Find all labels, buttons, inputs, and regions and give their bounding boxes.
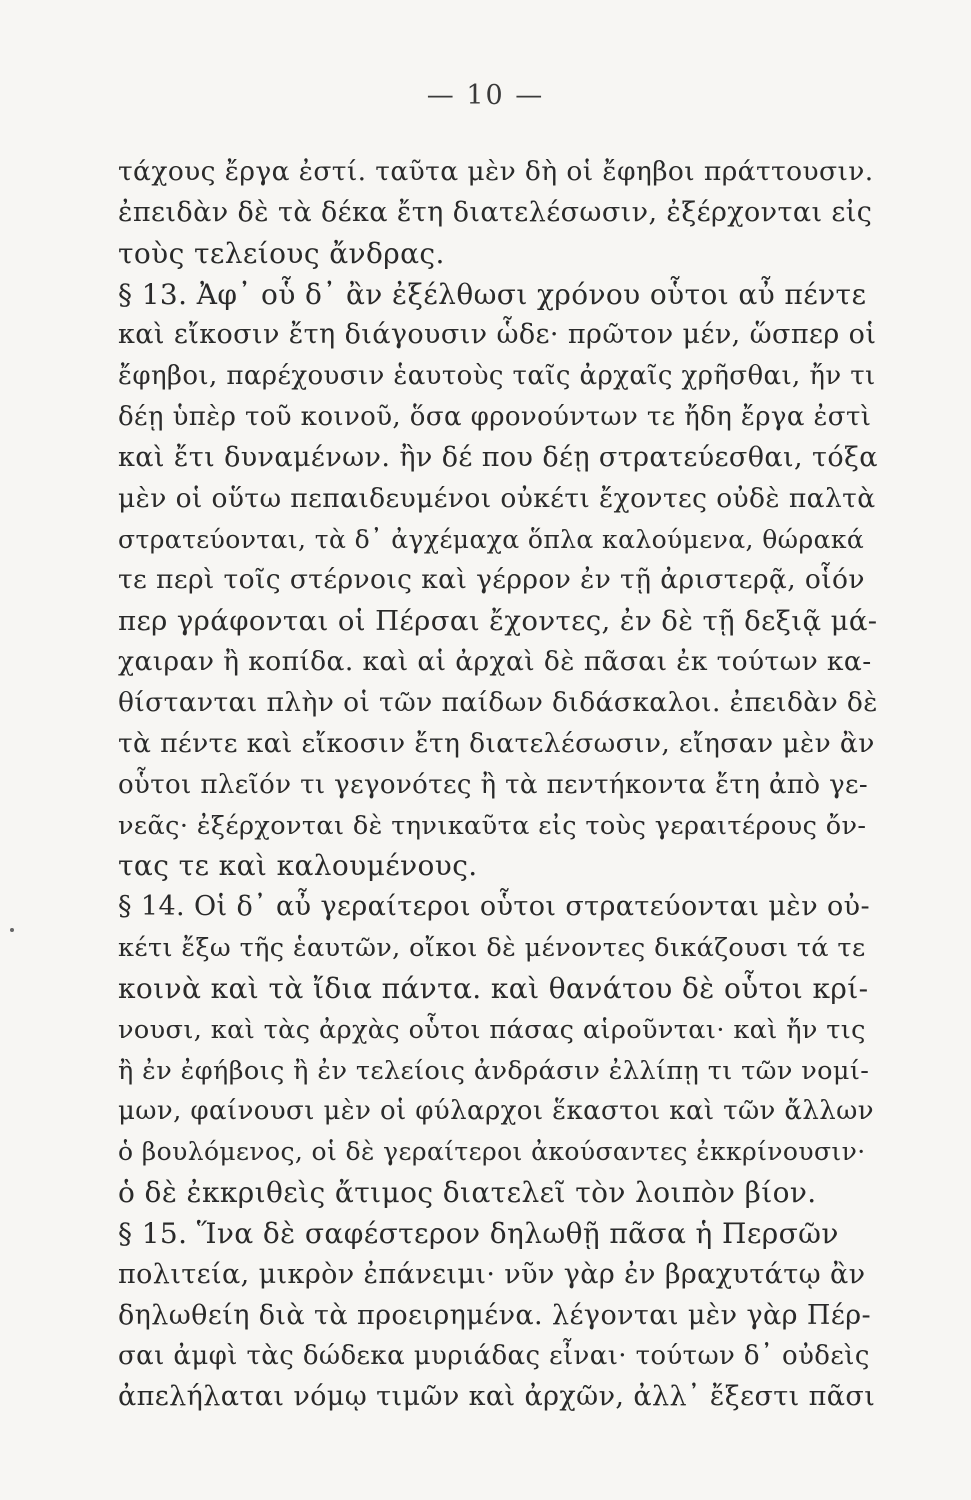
text-line: θίστανται πλὴν οἱ τῶν παίδων διδάσκαλοι. ἐπειδὰν δὲ (118, 686, 878, 718)
text-line: μὲν οἱ οὕτω πεπαιδευμένοι οὐκέτι ἔχοντες οὐδὲ παλτὰ (118, 482, 876, 514)
text-line: τας τε καὶ καλουμένους. (118, 849, 478, 883)
text-line: χαιραν ἢ κοπίδα. καὶ αἱ ἀρχαὶ δὲ πᾶσαι ἐκ τούτων κα- (118, 646, 872, 678)
page-number: — 10 — (426, 80, 545, 111)
text-line: ὁ βουλόμενος, οἱ δὲ γεραίτεροι ἀκούσαντες ἐκκρίνουσιν· (118, 1137, 866, 1167)
text-line: σαι ἀμφὶ τὰς δώδεκα μυριάδας εἶναι· τούτων δ᾽ οὐδεὶς (118, 1341, 870, 1372)
text-line: μων, φαίνουσι μὲν οἱ φύλαρχοι ἕκαστοι καὶ τῶν ἄλλων (118, 1096, 874, 1127)
text-line: στρατεύονται, τὰ δ᾽ ἀγχέμαχα ὅπλα καλούμενα, θώρακά (118, 524, 865, 554)
text-line: καὶ ἔτι δυναμένων. ἢν δέ που δέῃ στρατεύεσθαι, τόξα (118, 441, 878, 473)
text-line: δέῃ ὑπὲρ τοῦ κοινοῦ, ὅσα φρονούντων τε ἤδη ἔργα ἐστὶ (118, 402, 872, 433)
text-line: τὰ πέντε καὶ εἴκοσιν ἔτη διατελέσωσιν, εἴησαν μὲν ἂν (118, 727, 875, 759)
text-line: ἢ ἐν ἐφήβοις ἢ ἐν τελείοις ἀνδράσιν ἐλλίπῃ τι τῶν νομί- (118, 1055, 870, 1086)
text-line: νεᾶς· ἐξέρχονται δὲ τηνικαῦτα εἰς τοὺς γεραιτέρους ὄν- (118, 810, 867, 841)
greek-text-body (118, 152, 878, 1418)
text-line: ἀπελήλαται νόμῳ τιμῶν καὶ ἀρχῶν, ἀλλ᾽ ἔξεστι πᾶσι (118, 1381, 876, 1413)
text-line: ἐπειδὰν δὲ τὰ δέκα ἔτη διατελέσωσιν, ἐξέρχονται εἰς (118, 196, 873, 228)
text-line: οὗτοι πλεῖόν τι γεγονότες ἢ τὰ πεντήκοντα ἔτη ἀπὸ γε- (118, 769, 869, 800)
text-line: περ γράφονται οἱ Πέρσαι ἔχοντες, ἐν δὲ τῇ δεξιᾷ μά- (118, 605, 878, 638)
text-line: καὶ εἴκοσιν ἔτη διάγουσιν ὧδε· πρῶτον μέν, ὥσπερ οἱ (118, 319, 877, 351)
text-line: κέτι ἔξω τῆς ἑαυτῶν, οἴκοι δὲ μένοντες δικάζουσι τά τε (118, 933, 866, 964)
text-line: ἔφηβοι, παρέχουσιν ἑαυτοὺς ταῖς ἀρχαῖς χρῆσθαι, ἤν τι (118, 361, 876, 392)
text-line: § 15. Ἵνα δὲ σαφέστερον δηλωθῇ πᾶσα ἡ Περσῶν (118, 1216, 839, 1250)
text-line: § 13. Ἀφ᾽ οὗ δ᾽ ἂν ἐξέλθωσι χρόνου οὗτοι αὖ πέντε (118, 277, 867, 311)
text-line: ὁ δὲ ἐκκριθεὶς ἄτιμος διατελεῖ τὸν λοιπὸν βίον. (118, 1176, 817, 1210)
text-line: νουσι, καὶ τὰς ἀρχὰς οὗτοι πάσας αἱροῦνται· καὶ ἤν τις (118, 1014, 866, 1045)
text-line: τε περὶ τοῖς στέρνοις καὶ γέρρον ἐν τῇ ἀριστερᾷ, οἷόν (118, 564, 865, 596)
text-line: τάχους ἔργα ἐστί. ταῦτα μὲν δὴ οἱ ἔφηβοι πράττουσιν. (118, 156, 874, 187)
text-line: § 14. Οἱ δ᾽ αὖ γεραίτεροι οὗτοι στρατεύονται μὲν οὐ- (118, 891, 870, 923)
text-line: τοὺς τελείους ἄνδρας. (118, 236, 445, 270)
text-line: πολιτεία, μικρὸν ἐπάνειμι· νῦν γὰρ ἐν βραχυτάτῳ ἂν (118, 1258, 866, 1290)
margin-dot-mark (10, 928, 14, 932)
text-line: κοινὰ καὶ τὰ ἴδια πάντα. καὶ θανάτου δὲ οὗτοι κρί- (118, 971, 869, 1005)
text-line: δηλωθείη διὰ τὰ προειρημένα. λέγονται μὲν γὰρ Πέρ- (118, 1299, 872, 1331)
